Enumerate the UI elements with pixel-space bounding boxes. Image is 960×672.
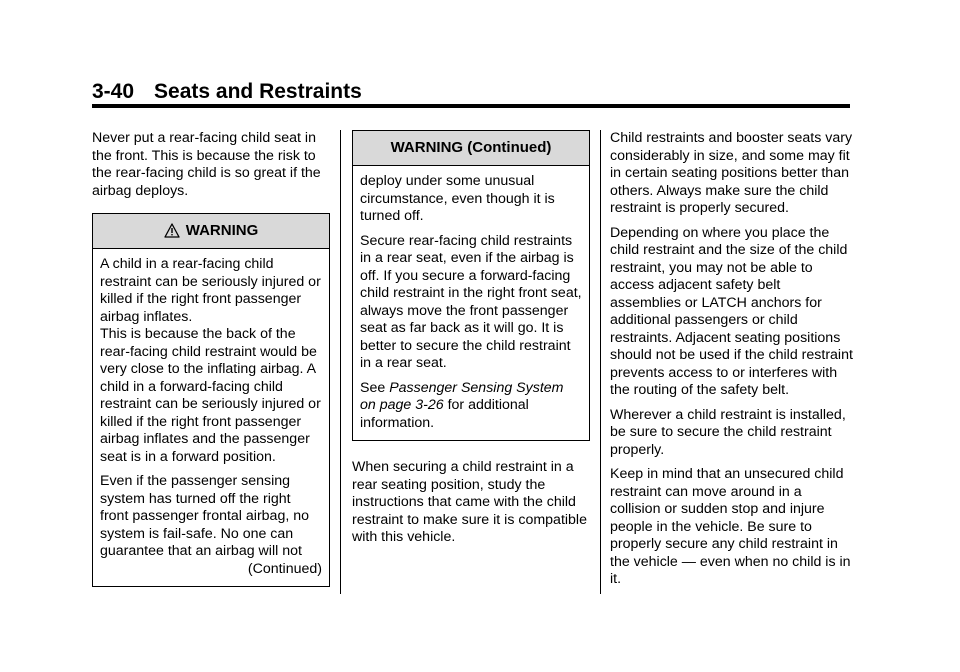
column-2	[352, 130, 590, 554]
warning-box	[92, 213, 330, 587]
warning-title: WARNING	[185, 222, 259, 239]
warning-paragraph: deploy under some unusual circumstance, even though it is turned off.	[360, 173, 555, 224]
column-divider	[600, 130, 601, 594]
warning-continued-header: WARNING (Continued)	[353, 131, 589, 166]
warning-paragraph: Secure rear-facing child restraints in a rear seat, even if the airbag is off. If you secure a forward-facing child restraint in the right front seat, always move the front passenger seat as far back as it will go. It is better to secure the child restraint in a rear seat.	[360, 232, 582, 371]
page-header	[92, 80, 362, 104]
warning-paragraph: A child in a rear-facing child restraint can be seriously injured or killed if the right front passenger airbag inflates.	[100, 256, 321, 325]
warning-continued-box	[352, 130, 590, 441]
warning-header	[93, 214, 329, 249]
warning-triangle-icon	[164, 223, 180, 238]
warning-paragraph: This is because the back of the rear-facing child restraint would be very close to the inflating airbag. A child in a forward-facing child restraint can be seriously injured or killed if the right front passenger airbag inflates and the passenger seat is in a forward position.	[100, 326, 321, 465]
page-number: 3-40	[92, 80, 135, 103]
body-paragraph: Wherever a child restraint is installed, be sure to secure the child restraint properly.	[610, 406, 846, 458]
column-divider	[340, 130, 341, 594]
body-paragraph: When securing a child restraint in a rear seating position, study the instructions that came with the child restraint to make sure it is compatible with this vehicle.	[352, 459, 587, 545]
body-paragraph: Child restraints and booster seats vary considerably in size, and some may fit in certain seating positions better than others. Always make sure the child restraint is properly secured.	[610, 130, 853, 216]
see-reference	[360, 380, 582, 433]
body-paragraph: Depending on where you place the child restraint and the size of the child restraint, you may not be able to access adjacent safety belt assemblies or LATCH anchors for additional passengers or child restraints. Adjacent seating positions should not be used if the child restraint prevents access to or interferes with the routing of the safety belt.	[610, 224, 853, 398]
see-prefix: See	[360, 379, 390, 396]
cross-reference-link[interactable]: Passenger Sensing System on page 3-26	[360, 379, 564, 413]
body-paragraph: Keep in mind that an unsecured child restraint can move around in a collision or sudden stop and injure people in the vehicle. Be sure to properly secure any child restraint in the vehicle — even when no child is in it.	[610, 466, 851, 587]
see-suffix: for additional information.	[360, 397, 529, 431]
warning-continued-body	[353, 166, 589, 440]
continued-label: (Continued)	[247, 560, 322, 577]
warning-body	[93, 249, 329, 586]
header-rule	[92, 104, 850, 108]
section-title: Seats and Restraints	[154, 80, 362, 103]
intro-paragraph: Never put a rear-facing child seat in the front. This is because the risk to the rear-facing child is so great if the airbag deploys.	[92, 130, 321, 199]
column-3	[610, 130, 855, 596]
warning-paragraph: Even if the passenger sensing system has turned off the right front passenger frontal airbag, no system is fail-safe. No one can guarantee that an airbag will not	[100, 473, 310, 559]
column-1	[92, 130, 330, 587]
